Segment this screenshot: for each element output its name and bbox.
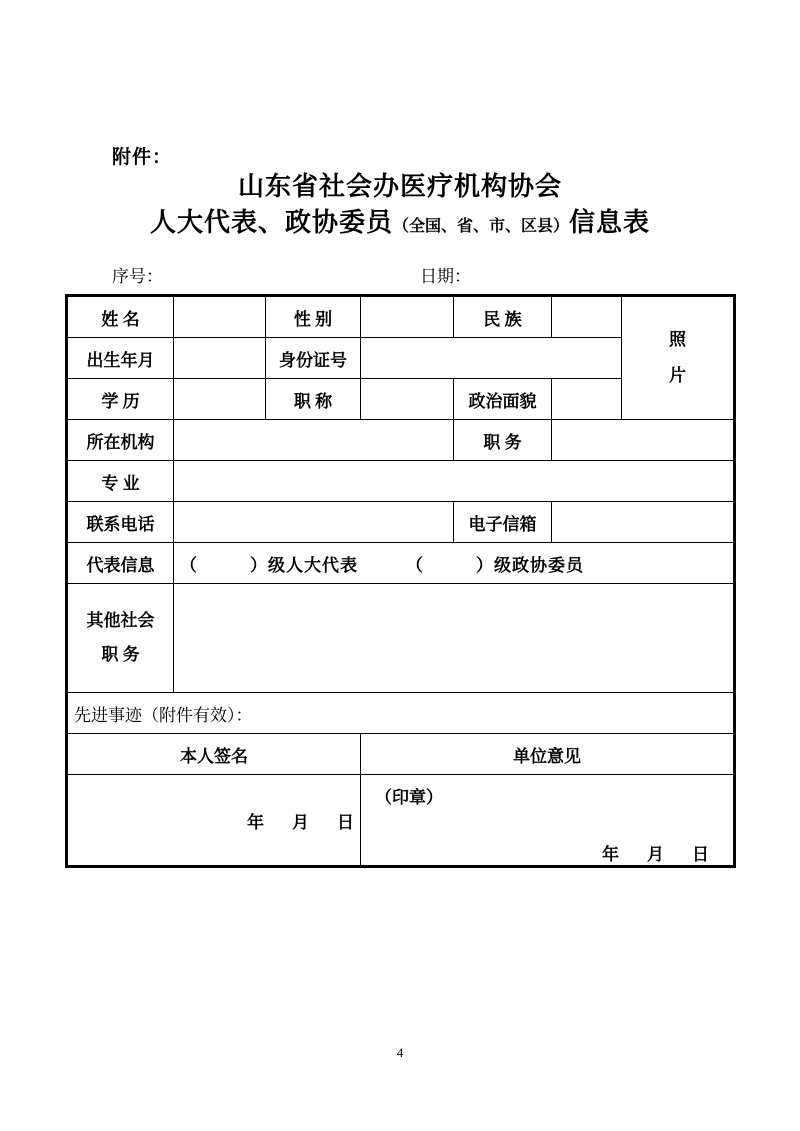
title-line-2-small: （全国、省、市、区县） [392,218,569,235]
table-row [67,734,735,775]
day-label: 日 [337,812,354,832]
label-other-social-position [67,584,174,693]
year-label: 年 [247,812,264,832]
month-label: 月 [647,845,664,864]
label-email: 电子信箱 [454,502,552,543]
table-row [67,296,735,338]
label-personal-signature: 本人签名 [67,734,361,775]
day-label: 日 [692,845,709,864]
label-position: 职 务 [454,420,552,461]
photo-label-line-2: 片 [669,366,686,385]
label-major: 专 业 [67,461,174,502]
field-ethnicity[interactable] [552,296,622,338]
label-political-status: 政治面貌 [454,379,552,420]
rep-npc-text: ）级人大代表 [250,555,358,575]
table-row [67,693,735,734]
field-unit-opinion[interactable] [361,775,735,867]
label-education: 学 历 [67,379,174,420]
label-gender: 性 别 [266,296,361,338]
label-advanced-deeds: 先进事迹（附件有效）： [74,705,253,725]
label-birth-date: 出生年月 [67,338,174,379]
title-line-1: 山东省社会办医疗机构协会 [237,172,562,201]
unit-date-line [367,808,727,865]
field-organization[interactable] [174,420,454,461]
table-row [67,502,735,543]
label-organization: 所在机构 [67,420,174,461]
title-line-2-main-b: 信息表 [569,208,651,237]
label-phone: 联系电话 [67,502,174,543]
label-seal: （印章） [375,788,443,807]
field-id-number[interactable] [361,338,622,379]
rep-paren-open-2: （ [406,555,424,575]
field-professional-title[interactable] [361,379,454,420]
other-social-label-line-1: 其他社会 [86,611,155,630]
other-social-label-line-2: 职 务 [101,645,140,664]
signature-date-line [247,813,354,832]
title-line-2-main-a: 人大代表、政协委员 [149,208,393,237]
month-label: 月 [292,812,309,832]
field-name[interactable] [174,296,266,338]
label-id-number: 身份证号 [266,338,361,379]
rep-paren-open-1: （ [180,555,198,575]
field-education[interactable] [174,379,266,420]
label-professional-title: 职 称 [266,379,361,420]
label-name: 姓 名 [67,296,174,338]
attachment-label: 附件： [112,147,173,168]
field-email[interactable] [552,502,735,543]
table-row [67,461,735,502]
label-unit-opinion: 单位意见 [361,734,735,775]
table-row [67,584,735,693]
document-title [0,170,800,246]
field-position[interactable] [552,420,735,461]
year-label: 年 [602,845,619,864]
table-row [67,420,735,461]
date-label: 日期： [420,267,471,286]
photo-label-line-1: 照 [669,330,686,349]
table-row [67,775,735,867]
field-gender[interactable] [361,296,454,338]
label-ethnicity: 民 族 [454,296,552,338]
field-phone[interactable] [174,502,454,543]
title-line-2 [0,204,800,246]
page-number: 4 [396,1045,404,1060]
field-advanced-deeds[interactable] [67,693,735,734]
field-other-social-position[interactable] [174,584,735,693]
field-personal-signature[interactable] [67,775,361,867]
field-birth-date[interactable] [174,338,266,379]
label-representative-info: 代表信息 [67,543,174,584]
information-form-table [65,294,736,868]
field-political-status[interactable] [552,379,622,420]
rep-cppcc-text: ）级政协委员 [476,555,584,575]
field-representative-info[interactable] [174,543,735,584]
photo-placeholder[interactable] [622,296,735,420]
field-major[interactable] [174,461,735,502]
serial-number-label: 序号： [112,267,163,286]
table-row [67,543,735,584]
